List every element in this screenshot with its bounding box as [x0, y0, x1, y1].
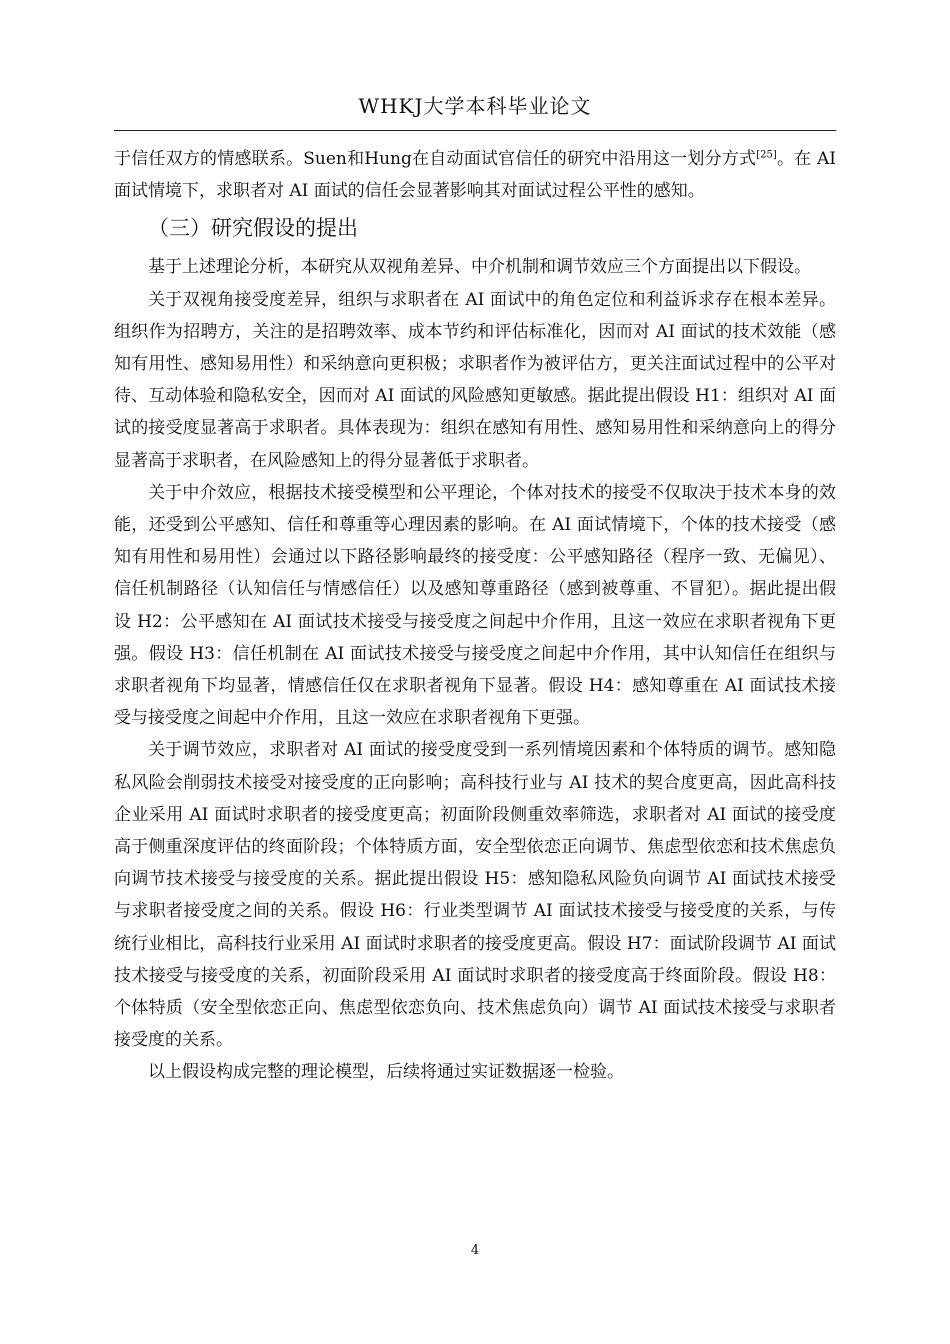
citation-marker: [25]: [756, 149, 777, 161]
page-number: 4: [470, 1243, 480, 1258]
thesis-body: [114, 143, 836, 1089]
paragraph-text: 于信任双方的情感联系。Suen和Hung在自动面试官信任的研究中沿用这一划分方式: [114, 149, 757, 169]
paragraph-mediation: 关于中介效应，根据技术接受模型和公平理论，个体对技术的接受不仅取决于技术本身的效能，还受到公平感知、信任和尊重等心理因素的影响。在 AI 面试情境下，个体的技术接受（感知有用性和易用性）会通过以下路径影响最终的接受度：公平感知路径（程序一致、无偏见）、信任机制路径（认知信任与情感信任）以及感知尊重路径（感到被尊重、不冒犯）。据此提出假设 H2：公平感知在 AI 面试技术接受与接受度之间起中介作用，且这一效应在求职者视角下更强。假设 H3：信任机制在 AI 面试技术接受与接受度之间起中介作用，其中认知信任在组织与求职者视角下均显著，情感信任仅在求职者视角下显著。假设 H4：感知尊重在 AI 面试技术接受与接受度之间起中介作用，且这一效应在求职者视角下更强。: [114, 482, 836, 729]
paragraph-moderation: 关于调节效应，求职者对 AI 面试的接受度受到一系列情境因素和个体特质的调节。感知隐私风险会削弱技术接受对接受度的正向影响；高科技行业与 AI 技术的契合度更高，因此高科技企业采用 AI 面试时求职者的接受度更高；初面阶段侧重效率筛选，求职者对 AI 面试的接受度高于侧重深度评估的终面阶段；个体特质方面，安全型依恋正向调节、焦虑型依恋和技术焦虑负向调节技术接受与接受度的关系。据此提出假设 H5：感知隐私风险负向调节 AI 面试技术接受与求职者接受度之间的关系。假设 H6：行业类型调节 AI 面试技术接受与接受度的关系，与传统行业相比，高科技行业采用 AI 面试时求职者的接受度更高。假设 H7：面试阶段调节 AI 面试技术接受与接受度的关系，初面阶段采用 AI 面试时求职者的接受度高于终面阶段。假设 H8：个体特质（安全型依恋正向、焦虑型依恋负向、技术焦虑负向）调节 AI 面试技术接受与求职者接受度的关系。: [114, 740, 836, 1051]
header-divider: [114, 130, 836, 131]
paragraph-h1: 关于双视角接受度差异，组织与求职者在 AI 面试中的角色定位和利益诉求存在根本差异。组织作为招聘方，关注的是招聘效率、成本节约和评估标准化，因而对 AI 面试的技术效能（感知有用性、感知易用性）和采纳意向更积极；求职者作为被评估方，更关注面试过程中的公平对待、互动体验和隐私安全，因而对 AI 面试的风险感知更敏感。据此提出假设 H1：组织对 AI 面试的接受度显著高于求职者。具体表现为：组织在感知有用性、感知易用性和采纳意向上的得分显著高于求职者，在风险感知上的得分显著低于求职者。: [114, 289, 836, 471]
running-header: WHKJ大学本科毕业论文: [358, 94, 592, 118]
continued-paragraph: [114, 143, 836, 207]
section-heading: （三）研究假设的提出: [148, 216, 358, 241]
paragraph-intro: 基于上述理论分析，本研究从双视角差异、中介机制和调节效应三个方面提出以下假设。: [148, 257, 811, 278]
paragraph-conclusion: 以上假设构成完整的理论模型，后续将通过实证数据逐一检验。: [148, 1062, 624, 1083]
paragraph-text-tail: 。在 AI 面试情境下，求职者对 AI 面试的信任会显著影响其对面试过程公平性的感知。: [114, 149, 836, 202]
